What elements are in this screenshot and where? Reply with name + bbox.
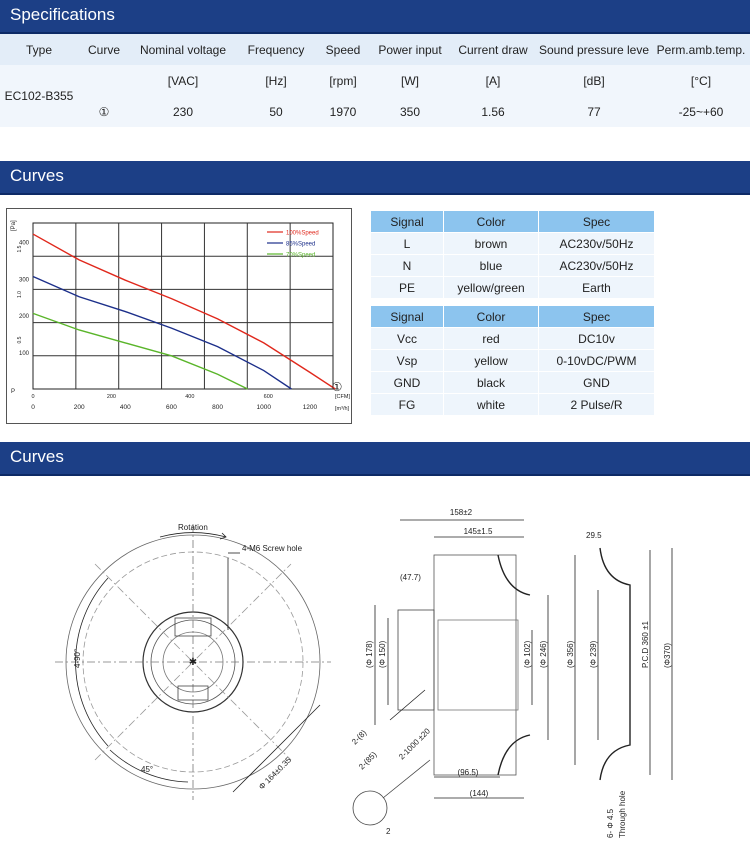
x2-tick-label: 0 [31, 394, 35, 400]
spec-cell: DC10v [539, 328, 655, 350]
motor-side [398, 610, 434, 710]
front-view [55, 523, 331, 800]
y2-tick-label: 0.5 [17, 336, 23, 344]
value-cell: -25~+60 [652, 96, 750, 127]
detail-label: 2 [386, 827, 391, 836]
value-cell: 50 [236, 96, 316, 127]
x-tick-label: 400 [119, 404, 131, 411]
detail-circle [353, 791, 387, 825]
table-header-row [371, 306, 654, 328]
length-label: (144) [469, 789, 489, 798]
value-cell: 1970 [316, 96, 370, 127]
plot-area [33, 223, 333, 389]
table-row [371, 255, 654, 277]
diameter-label: (Φ 178) [365, 640, 374, 668]
value-cell: 350 [370, 96, 450, 127]
unit-cell: [A] [450, 65, 536, 96]
y2-tick-label: 1.0 [17, 291, 23, 299]
performance-chart [6, 208, 352, 424]
width-label: 145±1.5 [463, 527, 493, 536]
section-header-specifications [0, 0, 750, 34]
table-header-row [0, 34, 750, 65]
table-header: Color [444, 306, 539, 328]
value-cell: ① [78, 96, 130, 127]
spec-cell: AC230v/50Hz [539, 233, 655, 255]
unit-cell: [VAC] [130, 65, 236, 96]
section-header-drawing [0, 442, 750, 476]
table-header: Sound pressure leve [536, 34, 652, 65]
signal-cell: FG [371, 394, 444, 416]
table-header: Spec [539, 306, 655, 328]
value-cell: 230 [130, 96, 236, 127]
diameter-label: (Φ 102) [523, 640, 532, 668]
table-header: Spec [539, 211, 655, 233]
y-tick-label: 400 [18, 240, 29, 247]
depth-label: (47.7) [400, 573, 421, 582]
y-axis-label: [Pa] [11, 220, 17, 231]
section-title: Curves [10, 166, 64, 185]
table-row [371, 372, 654, 394]
side-view [350, 508, 575, 836]
pcd-label: P.C.D 360 ±1 [641, 621, 650, 668]
section-title: Specifications [10, 5, 115, 24]
screw-label: 4-M6 Screw hole [242, 544, 303, 553]
dimension-drawing [0, 490, 750, 848]
signal-table-control [371, 306, 654, 416]
table-header: Color [444, 211, 539, 233]
table-header: Speed [316, 34, 370, 65]
table-row [371, 328, 654, 350]
x-tick-label: 200 [73, 404, 85, 411]
color-cell: brown [444, 233, 539, 255]
signal-cell: Vsp [371, 350, 444, 372]
angle-label: 4-90° [73, 648, 82, 668]
spec-cell: AC230v/50Hz [539, 255, 655, 277]
spec-cell: 0-10vDC/PWM [539, 350, 655, 372]
x-tick-label: 1000 [256, 404, 272, 411]
x-axis-label: [m³/h] [335, 406, 350, 412]
table-row [0, 96, 750, 127]
model-cell: EC102-B355 [0, 65, 78, 127]
table-header: Signal [371, 306, 444, 328]
unit-cell: [rpm] [316, 65, 370, 96]
x2-tick-label: 600 [263, 394, 273, 400]
table-row [371, 233, 654, 255]
signal-table-power [371, 211, 654, 299]
signal-cell: Vcc [371, 328, 444, 350]
center-mark-icon: ✱ [188, 657, 198, 668]
diameter-label: (Φ 239) [589, 640, 598, 668]
section-title: Curves [10, 447, 64, 466]
x2-axis-label: [CFM] [335, 394, 350, 400]
signal-cell: L [371, 233, 444, 255]
table-header: Curve [78, 34, 130, 65]
diameter-label: Φ 164±0.35 [257, 755, 294, 792]
y2-axis-label: P [11, 389, 16, 395]
x-tick-label: 800 [212, 404, 224, 411]
color-cell: white [444, 394, 539, 416]
table-header: Perm.amb.temp. [652, 34, 750, 65]
angle-label: 45° [141, 765, 154, 774]
spec-cell: GND [539, 372, 655, 394]
diameter-label: (Φ370) [663, 642, 672, 668]
table-row [0, 65, 750, 96]
inlet-ring [600, 548, 630, 780]
diameter-label: (Φ 150) [378, 640, 387, 668]
signal-cell: GND [371, 372, 444, 394]
table-header: Nominal voltage [130, 34, 236, 65]
color-cell: black [444, 372, 539, 394]
series-line [33, 313, 248, 389]
table-header: Signal [371, 211, 444, 233]
diameter-label: (Φ 246) [539, 640, 548, 668]
color-cell: yellow [444, 350, 539, 372]
legend-label: 85%Speed [286, 241, 316, 248]
length-label: (96.5) [457, 768, 479, 777]
table-header: Frequency [236, 34, 316, 65]
x2-tick-label: 200 [106, 394, 117, 400]
lead-label: 2-1000 ±20 [397, 726, 432, 762]
y-tick-label: 200 [18, 314, 29, 321]
value-cell: 1.56 [450, 96, 536, 127]
color-cell: blue [444, 255, 539, 277]
value-cell: 77 [536, 96, 652, 127]
unit-cell: [°C] [652, 65, 750, 96]
lead-label: 2-(8) [350, 728, 369, 747]
lead-label: 2-(85) [357, 749, 379, 772]
table-row [371, 394, 654, 416]
hole-label: 6- Φ 4.5 [606, 808, 615, 838]
x-tick-label: 0 [31, 404, 35, 411]
inlet-view [586, 531, 672, 838]
table-row [371, 277, 654, 299]
specifications-table [0, 34, 750, 127]
unit-cell: [dB] [536, 65, 652, 96]
curve-marker: ① [331, 380, 343, 394]
width-label: 158±2 [449, 508, 473, 517]
color-cell: red [444, 328, 539, 350]
signal-cell: N [371, 255, 444, 277]
table-header: Power input [370, 34, 450, 65]
x2-tick-label: 400 [185, 394, 195, 400]
unit-cell: [Hz] [236, 65, 316, 96]
performance-chart-svg [7, 209, 351, 423]
section-header-curves [0, 161, 750, 195]
width-label: 29.5 [586, 531, 602, 540]
y2-tick-label: 1.5 [17, 245, 23, 253]
spec-cell: 2 Pulse/R [539, 394, 655, 416]
diameter-label: (Φ 356) [566, 640, 575, 668]
x-tick-label: 600 [166, 404, 177, 411]
impeller-side [434, 555, 516, 775]
rotation-label: Rotation [178, 523, 208, 532]
hole-label: Through hole [618, 790, 627, 838]
signal-cell: PE [371, 277, 444, 299]
y-tick-label: 300 [18, 277, 29, 284]
x-tick-label: 1200 [302, 404, 318, 411]
color-cell: yellow/green [444, 277, 539, 299]
legend-label: 70%Speed [286, 252, 316, 259]
unit-cell: [W] [370, 65, 450, 96]
series-line [33, 276, 291, 389]
y-tick-label: 100 [18, 351, 29, 358]
table-header: Type [0, 34, 78, 65]
table-header: Current draw [450, 34, 536, 65]
spec-cell: Earth [539, 277, 655, 299]
table-row [371, 350, 654, 372]
table-header-row [371, 211, 654, 233]
legend-label: 100%Speed [286, 230, 319, 237]
